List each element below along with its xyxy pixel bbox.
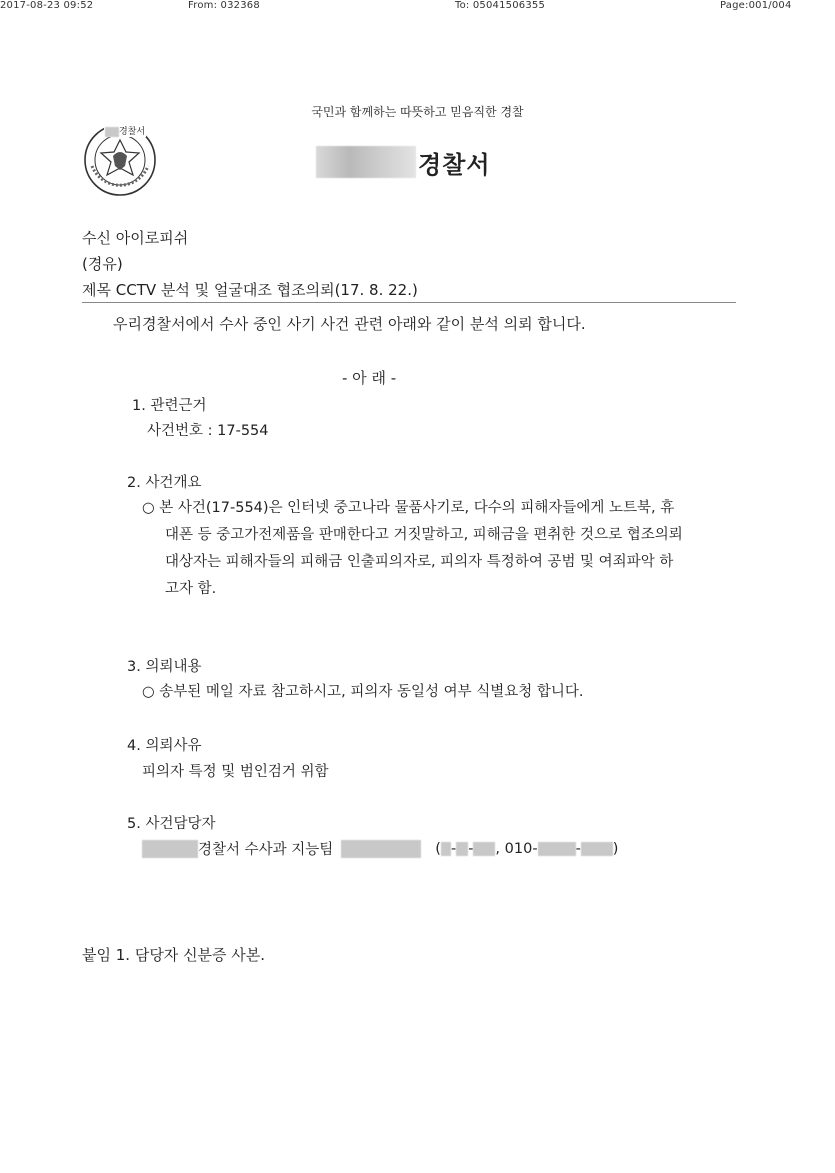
redacted-block — [316, 146, 416, 178]
station-title — [316, 145, 491, 179]
section-4-body: 피의자 특정 및 범인검거 위함 — [142, 764, 329, 780]
station-suffix: 경찰서 — [418, 150, 491, 179]
police-emblem-icon — [82, 122, 158, 198]
section-3-body: ○ 송부된 메일 자료 참고하시고, 피의자 동일성 여부 식별요청 합니다. — [142, 684, 584, 700]
section-2-line-1: ○ 본 사건(17-554)은 인터넷 중고나라 물품사기로, 다수의 피해자들에게 노트북, 휴 — [142, 500, 675, 516]
subject-field: 제목 CCTV 분석 및 얼굴대조 협조의뢰(17. 8. 22.) — [82, 281, 418, 299]
via-field: (경유) — [82, 255, 123, 273]
section-5-title: 5. 사건담당자 — [127, 816, 216, 832]
section-3-title: 3. 의뢰내용 — [127, 659, 202, 675]
fax-page: Page:001/004 — [720, 0, 792, 11]
section-4-title: 4. 의뢰사유 — [127, 738, 202, 754]
section-2-line-3: 대상자는 피해자들의 피해금 인출피의자로, 피의자 특정하여 공범 및 여죄파악 하 — [165, 554, 674, 570]
recipient-field: 수신 아이로피쉬 — [82, 229, 189, 247]
section-2-line-2: 대폰 등 중고가전제품을 판매한다고 거짓말하고, 피해금을 편취한 것으로 협조의뢰 — [165, 527, 683, 543]
notice-heading: - 아 래 - — [342, 369, 397, 387]
section-1-body: 사건번호 : 17-554 — [147, 423, 269, 439]
redacted-block — [538, 842, 576, 856]
section-2-title: 2. 사건개요 — [127, 475, 202, 491]
intro-text: 우리경찰서에서 수사 중인 사기 사건 관련 아래와 같이 분석 의뢰 합니다. — [113, 315, 586, 333]
fax-to: To: 05041506355 — [455, 0, 546, 11]
section-1-title: 1. 관련근거 — [132, 398, 207, 414]
redacted-block — [581, 842, 613, 856]
section-5-sep-2: - — [468, 840, 474, 857]
fax-from: From: 032368 — [188, 0, 260, 11]
emblem-text: 경찰서 — [119, 127, 146, 137]
fax-datetime: 2017-08-23 09:52 — [0, 0, 94, 11]
redacted-block — [441, 842, 451, 856]
section-5-sep-1: - — [450, 840, 457, 857]
attachment-line: 붙임 1. 담당자 신분증 사본. — [82, 946, 266, 964]
motto: 국민과 함께하는 따뜻하고 믿음직한 경찰 — [311, 105, 524, 119]
divider — [82, 302, 736, 303]
section-5-mobile-prefix: , 010- — [495, 840, 538, 857]
redacted-block — [341, 840, 421, 858]
redacted-block — [456, 842, 468, 856]
redacted-block — [142, 840, 198, 858]
section-2-line-4: 고자 함. — [165, 581, 217, 597]
section-5-contact — [142, 838, 618, 859]
redacted-block — [473, 842, 495, 856]
section-5-paren-open: ( — [435, 840, 441, 857]
redacted-block — [105, 127, 119, 137]
section-5-paren-close: ) — [612, 840, 619, 857]
section-5-team: 경찰서 수사과 지능팀 — [198, 842, 334, 858]
section-5-sep-3: - — [575, 840, 581, 857]
